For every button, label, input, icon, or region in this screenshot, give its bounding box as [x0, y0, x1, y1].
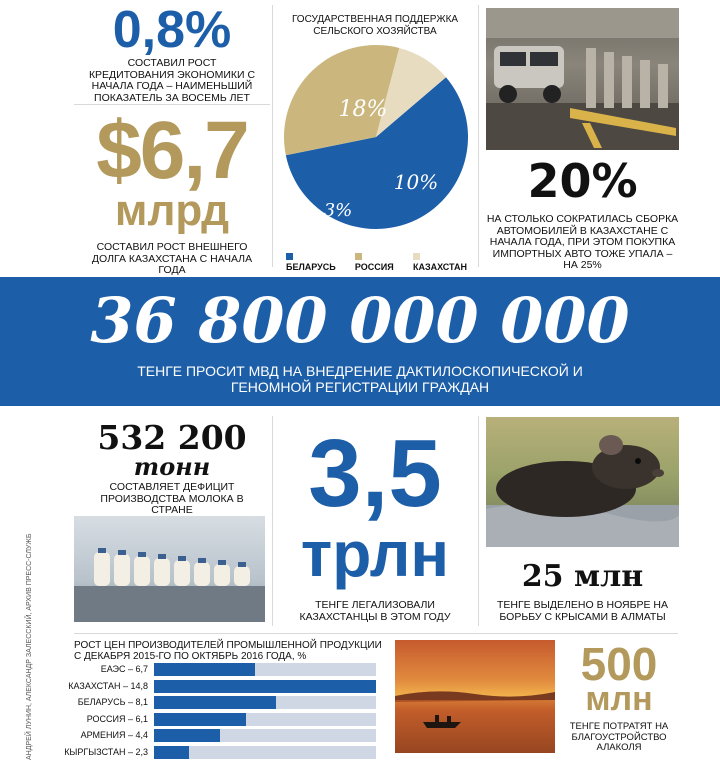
- milk-caption: СОСТАВЛЯЕТ ДЕФИЦИТ ПРОИЗВОДСТВА МОЛОКА В СТРАНЕ: [100, 481, 244, 516]
- price-chart-title: РОСТ ЦЕН ПРОИЗВОДИТЕЛЕЙ ПРОМЫШЛЕННОЙ ПРОДУКЦИИ С ДЕКАБРЯ 2015-ГО ПО ОКТЯБРЬ 2016 ГОДА, %: [74, 640, 382, 662]
- bar-label: КЫРГЫЗСТАН – 2,3: [64, 746, 148, 757]
- rat-photo: [486, 417, 679, 547]
- lake-value: 500: [580, 638, 658, 690]
- bar-row: [0, 663, 380, 676]
- milk-value: 532 200: [97, 418, 247, 457]
- legal-unit: трлн: [300, 518, 450, 590]
- banner-value: 36 800 000 000: [90, 284, 630, 357]
- bar-row: [0, 713, 380, 726]
- bar-track: [154, 746, 376, 759]
- legend-item-russia: РОССИЯ: [355, 252, 403, 272]
- bar-track: [154, 729, 376, 742]
- legend-item-kazakhstan: КАЗАХСТАН: [413, 252, 476, 272]
- debt-caption: СОСТАВИЛ РОСТ ВНЕШНЕГО ДОЛГА КАЗАХСТАНА С НАЧАЛА ГОДА: [91, 241, 253, 276]
- milk-bottles-photo: [74, 516, 265, 622]
- bar: [154, 663, 255, 676]
- bar-row: [0, 696, 380, 709]
- bar-track: [154, 713, 376, 726]
- pie-label-belarus: 18%: [338, 97, 388, 122]
- rats-caption: ТЕНГЕ ВЫДЕЛЕНО В НОЯБРЕ НА БОРЬБУ С КРЫСАМИ В АЛМАТЫ: [496, 599, 668, 623]
- car-factory-photo: [486, 8, 679, 150]
- bar-row: [0, 680, 380, 693]
- pie-label-russia: 10%: [393, 170, 439, 194]
- bar: [154, 729, 220, 742]
- bar-label: ЕАЭС – 6,7: [100, 664, 148, 674]
- lake-photo: [395, 640, 555, 753]
- divider: [478, 5, 479, 267]
- legal-value: 3,5: [308, 420, 442, 527]
- credit-caption: СОСТАВИЛ РОСТ КРЕДИТОВАНИЯ ЭКОНОМИКИ С НАЧАЛА ГОДА – НАИМЕНЬШИЙ ПОКАЗАТЕЛЬ ЗА ВОСЕМЬ ЛЕТ: [88, 57, 256, 104]
- bar: [154, 696, 276, 709]
- pie-title: ГОСУДАРСТВЕННАЯ ПОДДЕРЖКА СЕЛЬСКОГО ХОЗЯЙСТВА: [291, 14, 459, 37]
- bar-label: КАЗАХСТАН – 14,8: [68, 680, 148, 691]
- debt-unit: млрд: [114, 186, 230, 235]
- banner: [0, 277, 720, 406]
- bar-track: [154, 663, 376, 676]
- bar: [154, 746, 189, 759]
- bar-label: БЕЛАРУСЬ – 8,1: [77, 697, 148, 707]
- pie-label-kazakhstan: 3%: [323, 200, 353, 221]
- debt-value: $6,7: [96, 105, 248, 196]
- lake-unit: млн: [585, 680, 653, 718]
- divider: [478, 416, 479, 626]
- pie-legend: [286, 252, 476, 272]
- milk-unit: тонн: [133, 452, 211, 481]
- lake-caption: ТЕНГЕ ПОТРАТЯТ НА БЛАГОУСТРОЙСТВО АЛАКОЛЯ: [569, 721, 669, 753]
- bar-row: [0, 746, 380, 759]
- bar: [154, 713, 246, 726]
- bar-label: АРМЕНИЯ – 4,4: [80, 730, 148, 740]
- price-bar-chart: [0, 663, 384, 763]
- legal-caption: ТЕНГЕ ЛЕГАЛИЗОВАЛИ КАЗАХСТАНЦЫ В ЭТОМ ГОДУ: [299, 599, 451, 623]
- bar: [154, 680, 376, 693]
- bar-label: РОССИЯ – 6,1: [86, 713, 148, 724]
- cars-caption: НА СТОЛЬКО СОКРАТИЛАСЬ СБОРКА АВТОМОБИЛЕЙ В КАЗАХСТАНЕ С НАЧАЛА ГОДА, ПРИ ЭТОМ ПОКУПКА ИМПОРТНЫХ АВТО ТОЖЕ УПАЛА – НА 25%: [486, 213, 679, 271]
- bar-track: [154, 696, 376, 709]
- divider: [272, 5, 273, 267]
- cars-value: 20%: [527, 154, 638, 208]
- credit-value: 0,8%: [112, 1, 232, 59]
- bar-track: [154, 680, 376, 693]
- photo-credits: АНДРЕЙ ЛУНИН, АЛЕКСАНДР ЗАЛЕССКИЙ, АРХИВ ПРЕСС-СЛУЖБ: [26, 533, 33, 760]
- legend-item-belarus: БЕЛАРУСЬ: [286, 252, 345, 272]
- bar-row: [0, 729, 380, 742]
- pie-chart: [283, 44, 469, 230]
- divider: [74, 633, 678, 634]
- banner-caption: ТЕНГЕ ПРОСИТ МВД НА ВНЕДРЕНИЕ ДАКТИЛОСКОПИЧЕСКОЙ И ГЕНОМНОЙ РЕГИСТРАЦИИ ГРАЖДАН: [137, 363, 583, 395]
- rats-value: 25 млн: [521, 559, 644, 594]
